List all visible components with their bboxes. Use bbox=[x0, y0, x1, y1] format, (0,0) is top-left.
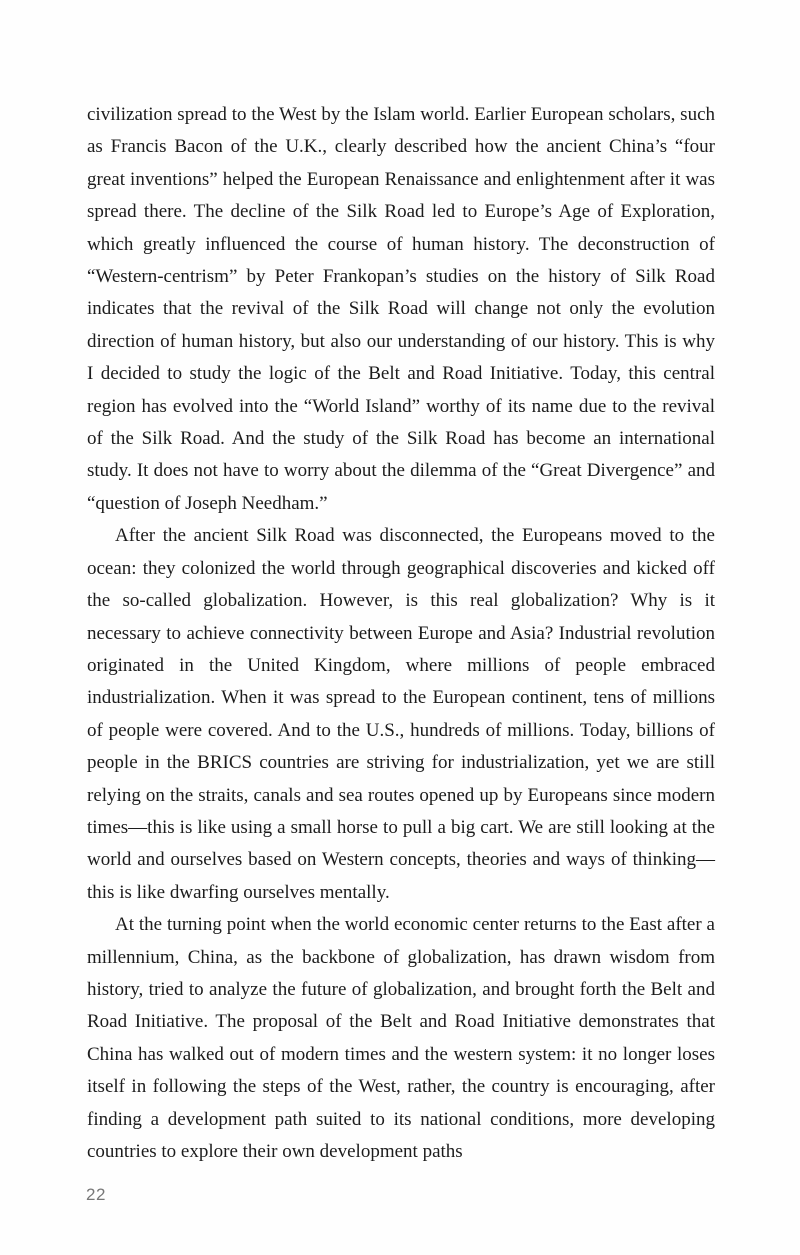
paragraph-silk-road-disconnected: After the ancient Silk Road was disconnected, the Europeans moved to the ocean: they colonized the world through geographical discoveries and kicked off the so-called globalization. However, is this real globalization? Why is it necessary to achieve connectivity between Europe and Asia? Industrial revolution originated in the United Kingdom, where millions of people embraced industrialization. When it was spread to the European continent, tens of millions of people were covered. And to the U.S., hundreds of millions. Today, billions of people in the BRICS countries are striving for industrialization, yet we are still relying on the straits, canals and sea routes opened up by Europeans since modern times—this is like using a small horse to pull a big cart. We are still looking at the world and ourselves based on Western concepts, theories and ways of thinking—this is like dwarfing ourselves mentally. bbox=[87, 525, 715, 903]
paragraph-turning-point: At the turning point when the world economic center returns to the East after a millennium, China, as the backbone of globalization, has drawn wisdom from history, tried to analyze the future of globalization, and brought forth the Belt and Road Initiative. The proposal of the Belt and Road Initiative demonstrates that China has walked out of modern times and the western system: it no longer loses itself in following the steps of the West, rather, the country is encouraging, after finding a development path suited to its national conditions, more developing countries to explore their own development paths bbox=[87, 914, 715, 1162]
body-text bbox=[87, 99, 715, 1168]
paragraph-continued: civilization spread to the West by the Islam world. Earlier European scholars, such as Francis Bacon of the U.K., clearly described how the ancient China’s “four great inventions” helped the European Renaissance and enlightenment after it was spread there. The decline of the Silk Road led to Europe’s Age of Exploration, which greatly influenced the course of human history. The deconstruction of “Western-centrism” by Peter Frankopan’s studies on the history of Silk Road indicates that the revival of the Silk Road will change not only the evolution direction of human history, but also our understanding of our history. This is why I decided to study the logic of the Belt and Road Initiative. Today, this central region has evolved into the “World Island” worthy of its name due to the revival of the Silk Road. And the study of the Silk Road has become an international study. It does not have to worry about the dilemma of the “Great Divergence” and “question of Joseph Needham.” bbox=[87, 104, 715, 514]
page-number: 22 bbox=[86, 1185, 106, 1204]
